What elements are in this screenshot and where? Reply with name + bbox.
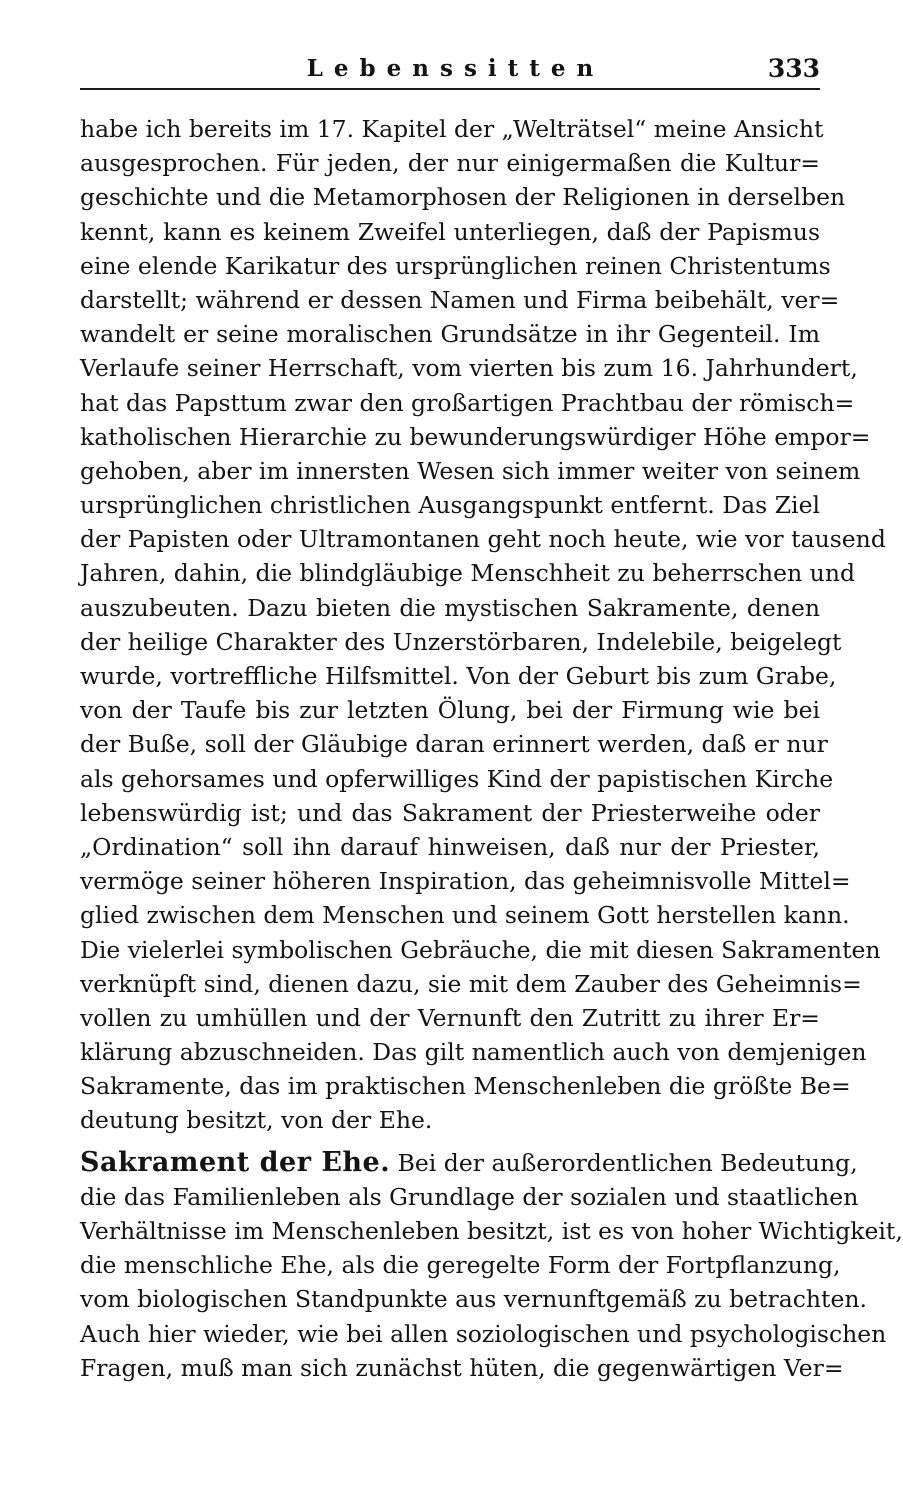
body-text: [80, 112, 903, 1385]
text-line: als gehorsames und opferwilliges Kind der papistischen Kirche: [80, 764, 834, 793]
text-line: habe ich bereits im 17. Kapitel der „Welträtsel“ meine Ansicht: [80, 115, 824, 143]
section-heading: Sakrament der Ehe.: [80, 1146, 391, 1178]
text-line: wurde, vortreffliche Hilfsmittel. Von der Geburt bis zum Grabe,: [80, 662, 837, 690]
text-line: der Papisten oder Ultramontanen geht noch heute, wie vor tausend: [80, 525, 886, 554]
text-line: geschichte und die Metamorphosen der Religionen in derselben: [80, 183, 846, 212]
running-header: [80, 52, 820, 90]
text-line: Jahren, dahin, die blindgläubige Menschheit zu beherrschen und: [80, 559, 855, 588]
text-line: klärung abzuschneiden. Das gilt namentlich auch von demjenigen: [80, 1038, 867, 1067]
text-line: kennt, kann es keinem Zweifel unterliegen, daß der Papismus: [80, 217, 820, 246]
text-line: von der Taufe bis zur letzten Ölung, bei der Firmung wie bei: [80, 696, 820, 725]
paragraph-gap: [80, 1138, 820, 1146]
text-line: Verlaufe seiner Herrschaft, vom vierten bis zum 16. Jahrhundert,: [80, 354, 858, 383]
text-line: wandelt er seine moralischen Grundsätze in ihr Gegenteil. Im: [80, 320, 820, 349]
text-line: Verhältnisse im Menschenleben besitzt, ist es von hoher Wichtigkeit,: [80, 1217, 903, 1245]
text-line: Auch hier wieder, wie bei allen soziologischen und psychologischen: [80, 1319, 887, 1348]
text-line: vollen zu umhüllen und der Vernunft den Zutritt zu ihrer Er=: [80, 1003, 820, 1032]
text-line: der heilige Charakter des Unzerstörbaren, Indelebile, beigelegt: [80, 627, 842, 656]
text-line: Fragen, muß man sich zunächst hüten, die gegenwärtigen Ver=: [80, 1353, 844, 1382]
text-line: verknüpft sind, dienen dazu, sie mit dem Zauber des Geheimnis=: [80, 969, 862, 998]
text-line: deutung besitzt, von der Ehe.: [80, 1106, 433, 1135]
paragraph: [80, 112, 886, 1138]
text-line: glied zwischen dem Menschen und seinem Gott herstellen kann.: [80, 901, 850, 930]
section-first-line-text: Bei der außerordentlichen Bedeutung,: [397, 1148, 858, 1177]
text-line: ursprünglichen christlichen Ausgangspunkt entfernt. Das Ziel: [80, 491, 820, 520]
text-line: hat das Papsttum zwar den großartigen Prachtbau der römisch=: [80, 388, 855, 417]
text-line: eine elende Karikatur des ursprünglichen reinen Christentums: [80, 251, 831, 280]
text-line: auszubeuten. Dazu bieten die mystischen Sakramente, denen: [80, 593, 820, 622]
text-line: Die vielerlei symbolischen Gebräuche, die mit diesen Sakramenten: [80, 935, 881, 964]
text-line: Sakramente, das im praktischen Menschenleben die größte Be=: [80, 1072, 851, 1101]
text-line: [80, 1146, 858, 1180]
text-line: die menschliche Ehe, als die geregelte Form der Fortpflanzung,: [80, 1251, 841, 1280]
page-number: 333: [767, 54, 820, 83]
text-line: lebenswürdig ist; und das Sakrament der Priesterweihe oder: [80, 798, 820, 827]
text-line: der Buße, soll der Gläubige daran erinnert werden, daß er nur: [80, 730, 828, 759]
text-line: die das Familienleben als Grundlage der sozialen und staatlichen: [80, 1182, 859, 1211]
text-line: darstellt; während er dessen Namen und Firma beibehält, ver=: [80, 285, 840, 314]
running-title: Lebenssitten: [306, 55, 605, 82]
text-line: „Ordination“ soll ihn darauf hinweisen, daß nur der Priester,: [80, 832, 820, 861]
text-line: gehoben, aber im innersten Wesen sich immer weiter von seinem: [80, 456, 861, 485]
text-line: vom biologischen Standpunkte aus vernunftgemäß zu betrachten.: [80, 1285, 868, 1314]
text-line: katholischen Hierarchie zu bewunderungswürdiger Höhe empor=: [80, 422, 871, 451]
section-paragraph: [80, 1146, 903, 1385]
text-line: vermöge seiner höheren Inspiration, das geheimnisvolle Mittel=: [80, 867, 851, 896]
text-line: ausgesprochen. Für jeden, der nur einigermaßen die Kultur=: [80, 149, 820, 178]
